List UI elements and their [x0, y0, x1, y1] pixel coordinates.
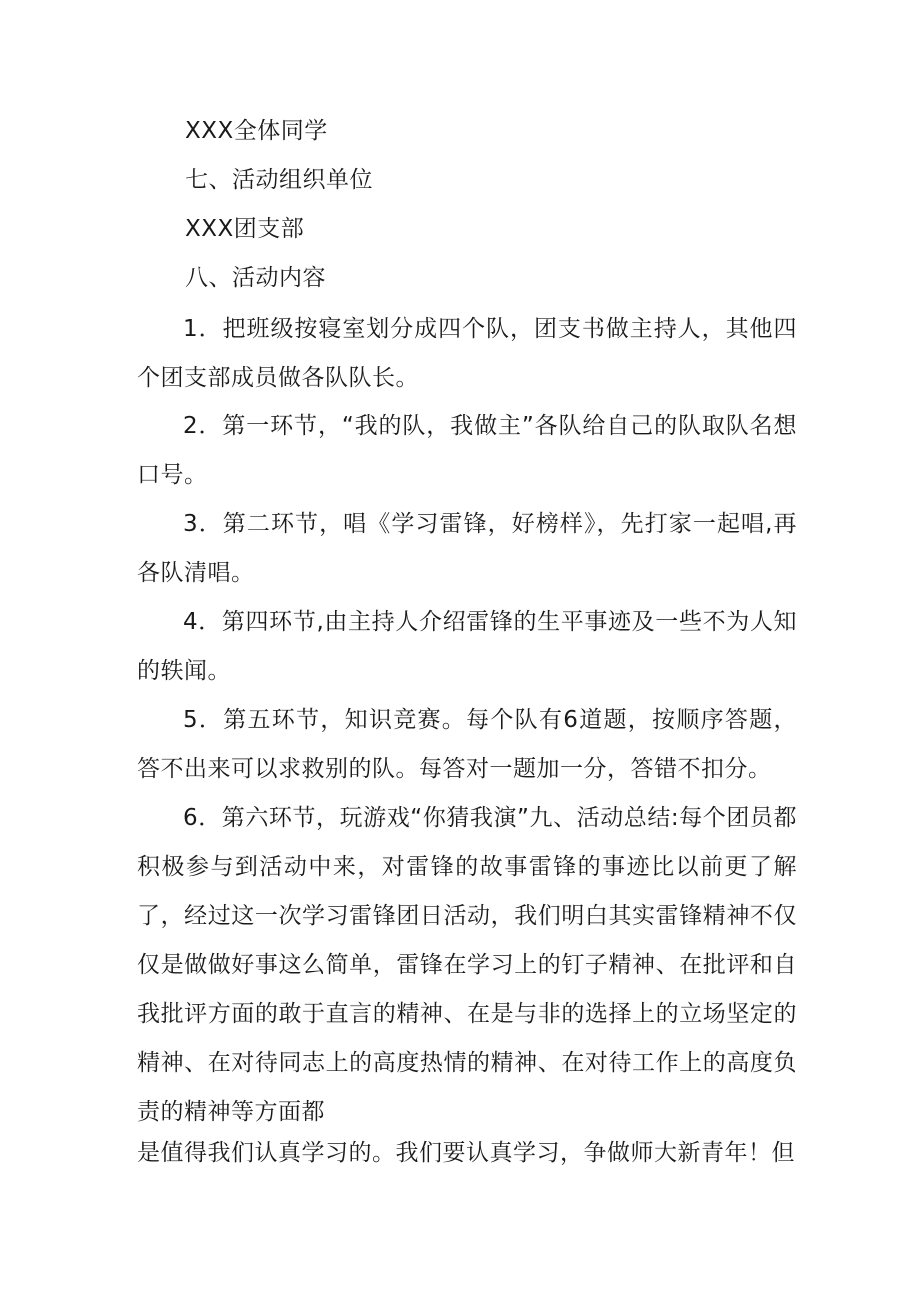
content-item-3: 3．第二环节，唱《学习雷锋，好榜样》，先打家一起唱,再各队清唱。	[137, 511, 797, 586]
content-item-2: 2．第一环节，“我的队，我做主”各队给自己的队取队名想口号。	[137, 413, 797, 488]
content-item-5: 5．第五环节，知识竞赛。每个队有6道题，按顺序答题，答不出来可以求救别的队。每答对一题加一分，答错不扣分。	[137, 707, 797, 782]
section-heading-content: 八、活动内容	[185, 265, 326, 291]
section-heading-organizer: 七、活动组织单位	[185, 167, 373, 193]
continued-text-line: 是值得我们认真学习的。我们要认真学习，争做师大新青年！但	[137, 1140, 795, 1166]
organizer-text: XXX团支部	[185, 216, 305, 242]
participants-text: XXX全体同学	[185, 118, 328, 144]
content-item-6: 6．第六环节，玩游戏“你猜我演”九、活动总结:每个团员都积极参与到活动中来，对雷锋的故事雷锋的事迹比以前更了解了，经过这一次学习雷锋团日活动，我们明白其实雷锋精神不仅仅是做做好事这么简单，雷锋在学习上的钉子精神、在批评和自我批评方面的敢于直言的精神、在是与非的选择上的立场坚定的精神、在对待同志上的高度热情的精神、在对待工作上的高度负责的精神等方面都	[137, 805, 797, 1125]
content-item-4: 4．第四环节,由主持人介绍雷锋的生平事迹及一些不为人知的轶闻。	[137, 609, 797, 684]
content-item-1: 1．把班级按寝室划分成四个队，团支书做主持人，其他四个团支部成员做各队队长。	[137, 316, 797, 391]
